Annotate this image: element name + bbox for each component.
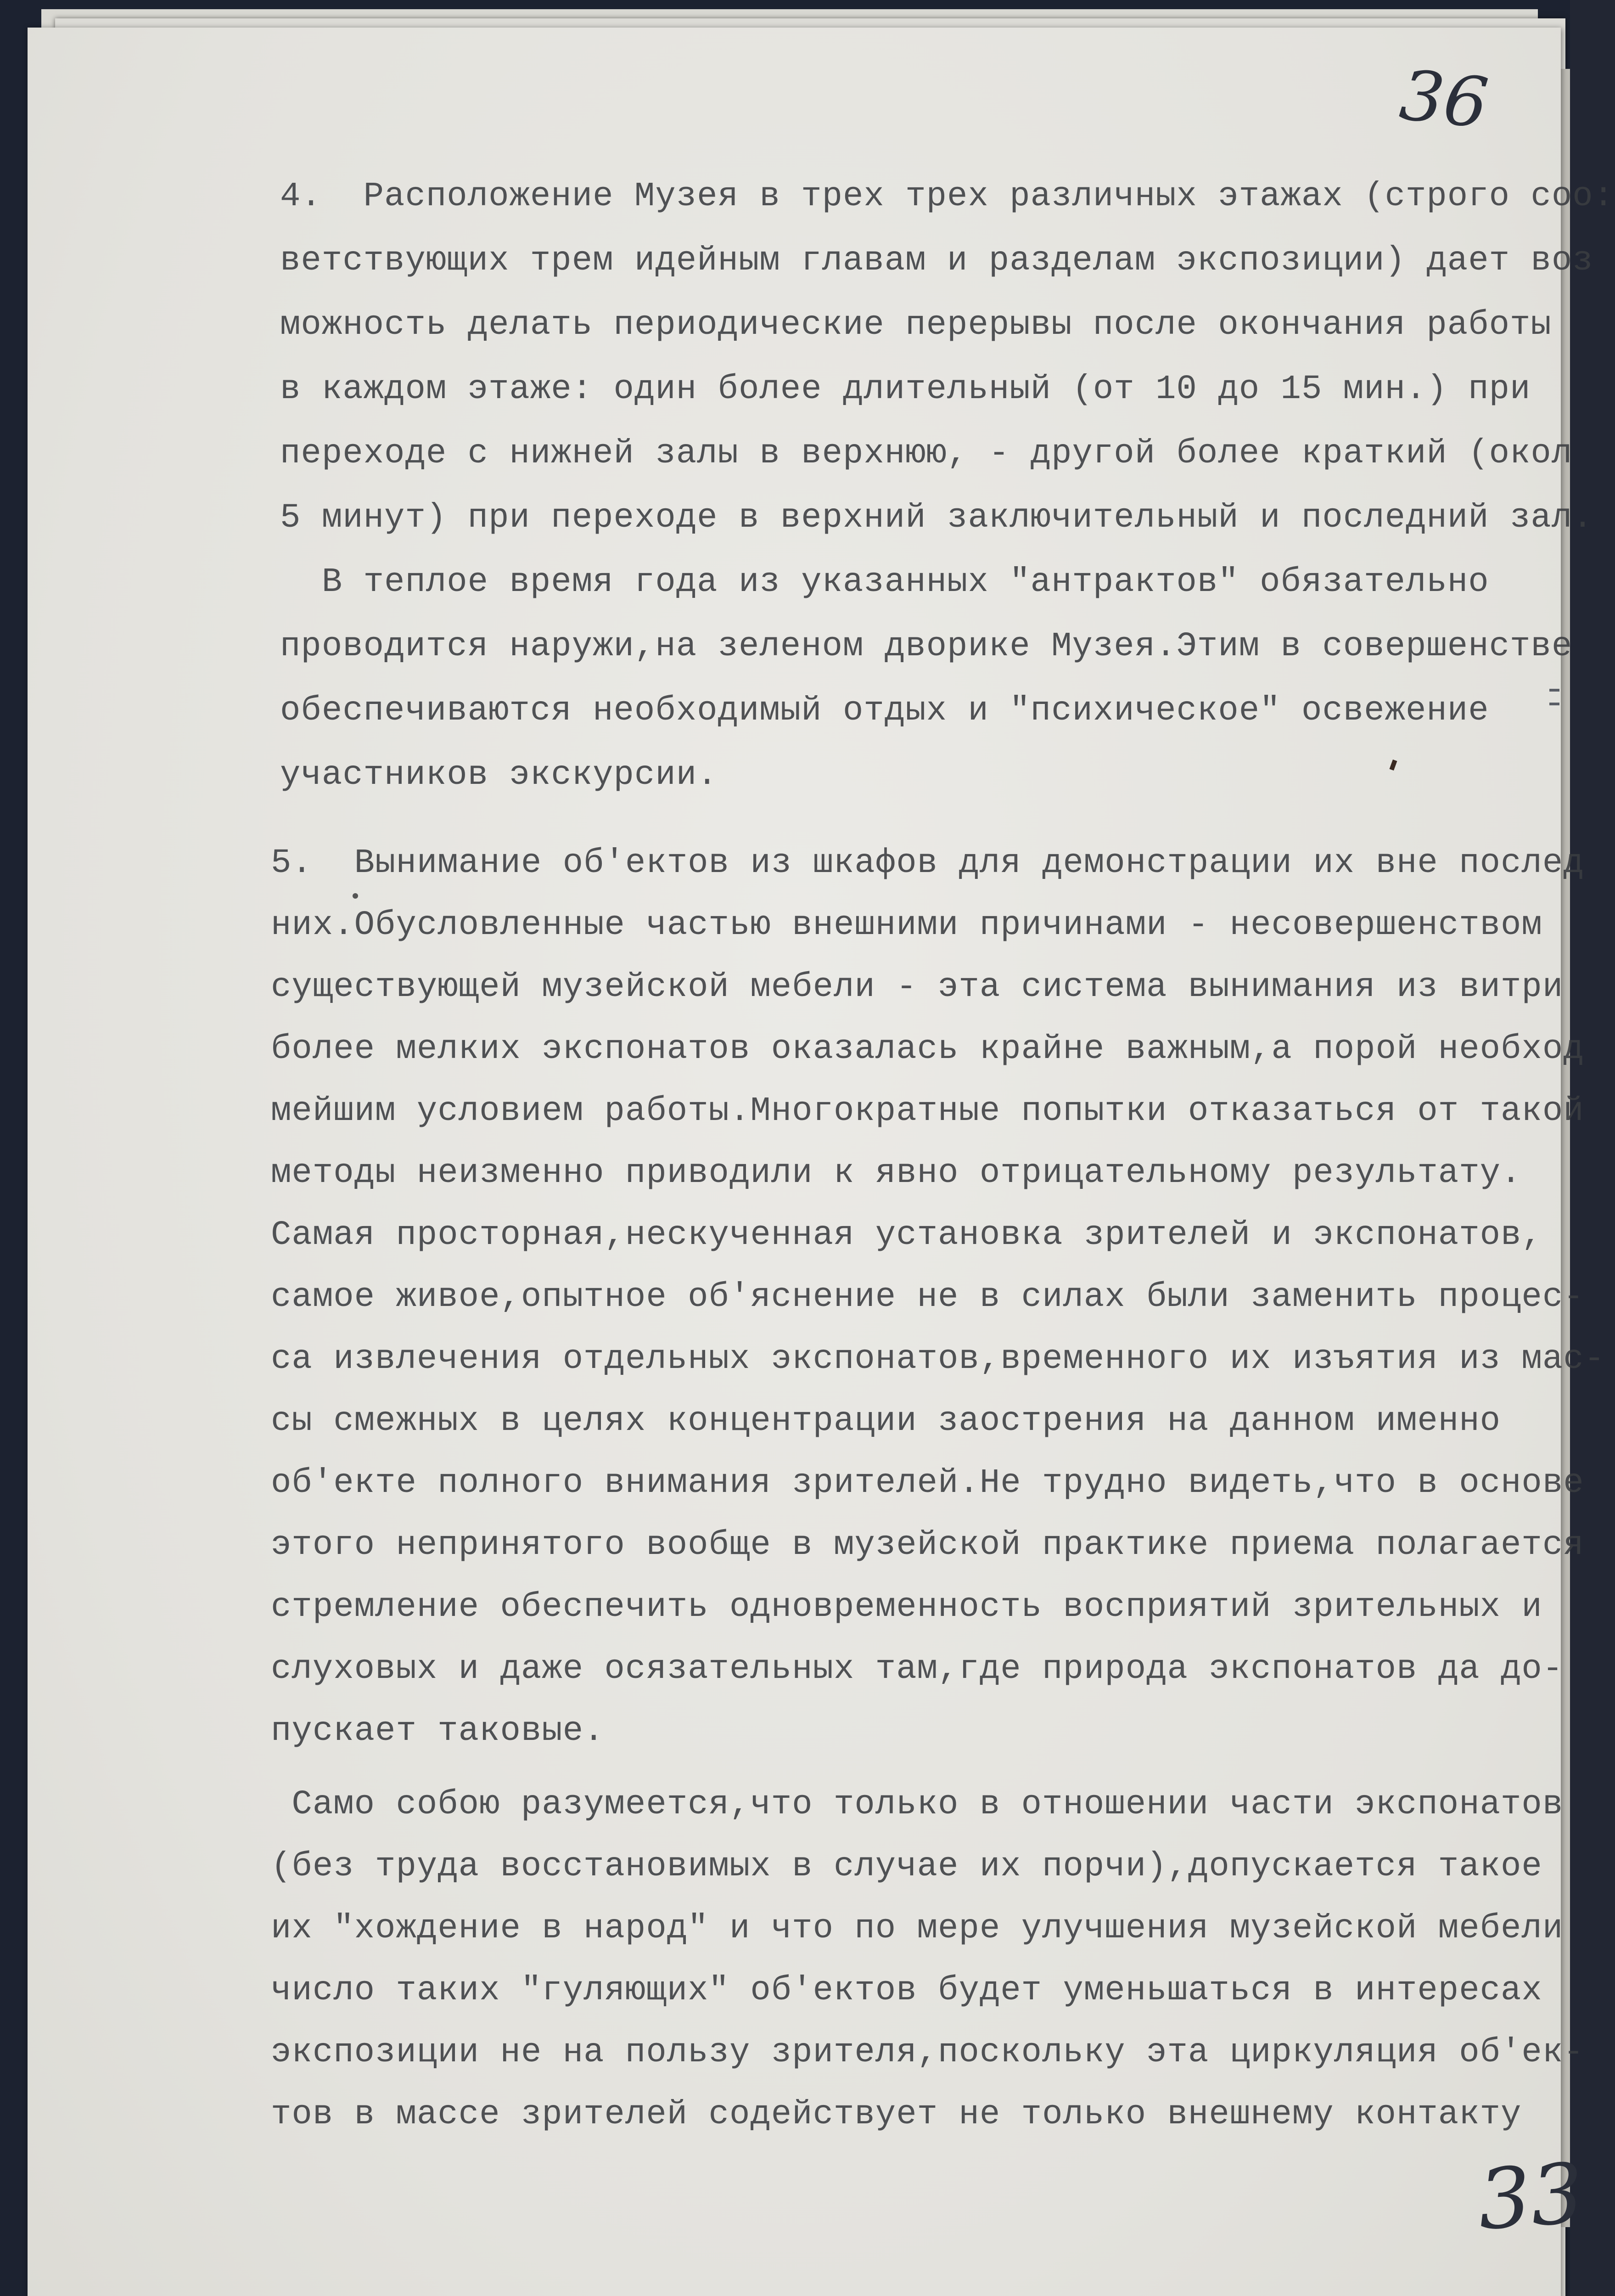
text-line: них.Обусловленные частью внешними причинами - несовершенством xyxy=(271,906,1542,945)
text-line: (без труда восстановимых в случае их порчи),допускается такое xyxy=(271,1847,1542,1886)
text-line: мейшим условием работы.Многократные попытки отказаться от такой xyxy=(271,1092,1584,1131)
text-line: более мелких экспонатов оказалась крайне важным,а порой необход xyxy=(271,1030,1584,1069)
text-line: об'екте полного внимания зрителей.Не трудно видеть,что в основе xyxy=(271,1464,1584,1503)
edge-mark xyxy=(1549,703,1559,705)
text-line: Самая просторная,нескученная установка зрителей и экспонатов, xyxy=(271,1216,1542,1255)
folio-number-bottom: 33 xyxy=(1475,2145,1587,2249)
text-line: этого непринятого вообще в музейской практике приема полагается xyxy=(271,1526,1584,1564)
text-line: экспозиции не на пользу зрителя,поскольку эта циркуляция об'ек- xyxy=(271,2033,1584,2072)
folio-number-top: 36 xyxy=(1396,55,1492,144)
text-line: 5. Вынимание об'ектов из шкафов для демонстрации их вне послед xyxy=(271,844,1584,883)
typewritten-text xyxy=(248,0,1615,2296)
text-line: слуховых и даже осязательных там,где природа экспонатов да до- xyxy=(271,1650,1564,1688)
edge-mark xyxy=(1549,689,1559,692)
text-line: 5 минут) при переходе в верхний заключительный и последний зал. xyxy=(280,499,1593,537)
text-line: проводится наружи,на зеленом дворике Музея.Этим в совершенстве xyxy=(280,627,1573,666)
text-line: В теплое время года из указанных "антрактов" обязательно xyxy=(280,563,1489,602)
text-line: самое живое,опытное об'яснение не в силах были заменить процес- xyxy=(271,1278,1584,1317)
text-line: переходе с нижней залы в верхнюю, - другой более краткий (окол xyxy=(280,434,1573,473)
text-line: можность делать периодические перерывы после окончания работы xyxy=(280,306,1552,344)
text-line: 4. Расположение Музея в трех трех различных этажах (строго соо: xyxy=(280,177,1615,216)
text-line: их "хождение в народ" и что по мере улучшения музейской мебели xyxy=(271,1909,1564,1948)
text-line: пускает таковые. xyxy=(271,1712,605,1750)
ink-mark xyxy=(353,893,358,899)
text-line: тов в массе зрителей содействует не только внешнему контакту xyxy=(271,2095,1522,2134)
text-line: са извлечения отдельных экспонатов,временного их изъятия из мас- xyxy=(271,1340,1605,1379)
text-line: обеспечиваются необходимый отдых и "психическое" освежение xyxy=(280,692,1489,730)
text-line: стремление обеспечить одновременность восприятий зрительных и xyxy=(271,1588,1542,1626)
text-line: существующей музейской мебели - эта система вынимания из витри xyxy=(271,968,1564,1007)
scanner-background-strip xyxy=(1570,0,1615,2296)
text-line: методы неизменно приводили к явно отрицательному результату. xyxy=(271,1154,1522,1193)
text-line: участников экскурсии. xyxy=(280,756,718,794)
text-line: сы смежных в целях концентрации заострения на данном именно xyxy=(271,1402,1501,1441)
text-line: число таких "гуляющих" об'ектов будет уменьшаться в интересах xyxy=(271,1971,1542,2010)
text-line: в каждом этаже: один более длительный (от 10 до 15 мин.) при xyxy=(280,370,1531,409)
text-line: Само собою разумеется,что только в отношении части экспонатов xyxy=(271,1785,1564,1824)
text-line: ветствующих трем идейным главам и разделам экспозиции) дает воз xyxy=(280,242,1593,280)
